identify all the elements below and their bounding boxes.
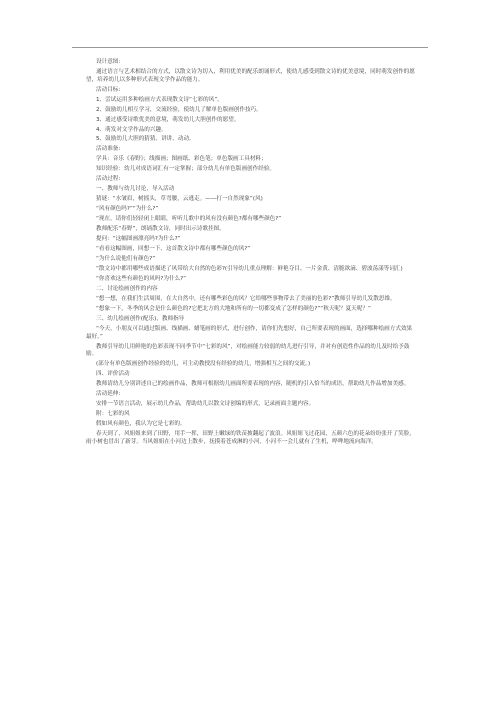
paragraph: “现在，请你们轻轻闭上眼睛，听听儿歌中的风有没有颜色?都有哪些颜色?”: [96, 216, 282, 223]
paragraph: “为什么说他们有颜色?”: [96, 256, 156, 263]
paragraph: “风有颜色吗?”“为什么?”: [96, 206, 159, 213]
paragraph: 活动准备:: [96, 146, 121, 153]
paragraph: 4、萌发对文学作品的兴趣。: [96, 126, 167, 133]
paragraph: “今天，小朋友可以通过版画、线描画、蜡笔画的形式，进行创作，请你们先想好，自己所要表现的画面，选择哪种绘画方式效果最好。”: [86, 326, 413, 340]
paragraph: “你喜欢这些有颜色的风吗?为什么?”: [96, 276, 187, 283]
paragraph: 教师配乐“春野”，朗诵散文诗，同时出示诗歌挂图。: [96, 226, 225, 233]
paragraph: 附：七彩的风: [96, 411, 130, 418]
document-body: [86, 59, 416, 449]
paragraph: 通过语言与艺术相结合的方式，以散文诗为切入，利用优美的配乐朗诵形式，使幼儿感受到散文诗的优美意境，同时萌发创作的愿望，培养幼儿以多种形式表现文学作品的能力。: [86, 68, 415, 83]
paragraph: 学具：音乐《春野》；线描画；图画纸、彩色笔；单色版画工具材料；: [96, 156, 267, 163]
paragraph: 设计意图:: [96, 59, 121, 65]
paragraph: 活动延伸:: [96, 391, 121, 398]
paragraph: 二、讨论绘画创作的内容: [96, 286, 158, 293]
paragraph: “想象一下，冬季的风会是什么颜色的?它把北方的大地和所有的一切都变成了怎样的颜色?”“秋天呢？夏天呢？”: [96, 306, 371, 313]
paragraph: 安排一节语言活动，展示幼儿作品，帮助幼儿以散文诗创编的形式，记录画面主题内容。: [96, 401, 315, 408]
paragraph: 活动过程:: [96, 176, 121, 183]
paragraph: 教师引导幼儿用鲜艳的色彩表现不同季节中“七彩的风”，对绘画能力较弱的幼儿进行引导，并对有创造性作品的幼儿及时给予鼓励。: [86, 343, 410, 358]
paragraph: 3、通过感受诗歌优美的意境，萌发幼儿大胆创作的愿望。: [96, 116, 240, 123]
header-rule: [72, 47, 428, 48]
paragraph: 四、评价活动: [96, 371, 130, 378]
paragraph: 春天到了，风姐姐来到了田野，用手一挥，田野上嫩绿的铁苗披翻起了波浪。风姐姐飞过花园，五颜六色的花朵纷纷张开了笑脸，雨小树也冒出了新芽。当风姐姐在小河边上散步，抚摸着苍成淋的小河，小河不一会儿就有了生机，哗哗地流向海洋。: [86, 431, 415, 445]
paragraph: 教师请幼儿分别讲述自己的绘画作品，教师可根据幼儿画面所要表现的内容，随机的引入恰当的成语，帮助幼儿作品增加美感。: [96, 381, 410, 388]
paragraph: 猜谜：“水皱眉，树摇头，草弯腰，云逃走。——打一自然现象”(风): [96, 196, 263, 203]
paragraph: “看看这幅图画，回想一下，这首散文诗中都有哪些颜色的风?”: [96, 246, 251, 253]
paragraph: (部分有单色版画创作经验的幼儿，可主动教授没有经验的幼儿，增强相互之间的交流。): [96, 361, 311, 368]
paragraph: 假如风有颜色，我认为它是七彩的。: [96, 421, 186, 428]
paragraph: 5、鼓励幼儿大胆的猜猜、讲讲、动动。: [96, 136, 195, 143]
paragraph: 活动目标:: [96, 86, 121, 93]
paragraph: 三、幼儿绘画创作(配乐)，教师指导: [96, 316, 185, 323]
paragraph: “散文诗中都用哪些成语描述了风带给大自然的色彩?(引导幼儿重点理解：鲜艳夺目、一片金黄、清脆欲滴、碧波荡漾等词汇): [96, 266, 403, 273]
paragraph: 一、教师与幼儿讨论，导入活动: [96, 186, 175, 193]
paragraph: 1、尝试运用多种绘画方式表现散文诗“七彩的风”。: [96, 96, 223, 103]
paragraph: 知识经验：幼儿对成语词汇有一定掌握；部分幼儿有单色版画创作经验。: [96, 166, 276, 173]
paragraph: 2、鼓励幼儿相互学习，交流经验，使幼儿了解单色版画创作技巧。: [96, 106, 262, 113]
paragraph: “想一想，在我们生活周围，在大自然中，还有哪些彩色的风？它给哪些事物带去了美丽的色彩?”教师引导幼儿发散思维。: [96, 296, 396, 303]
paragraph: 提问：“这幅图画漂亮吗?为什么?”: [96, 236, 181, 243]
